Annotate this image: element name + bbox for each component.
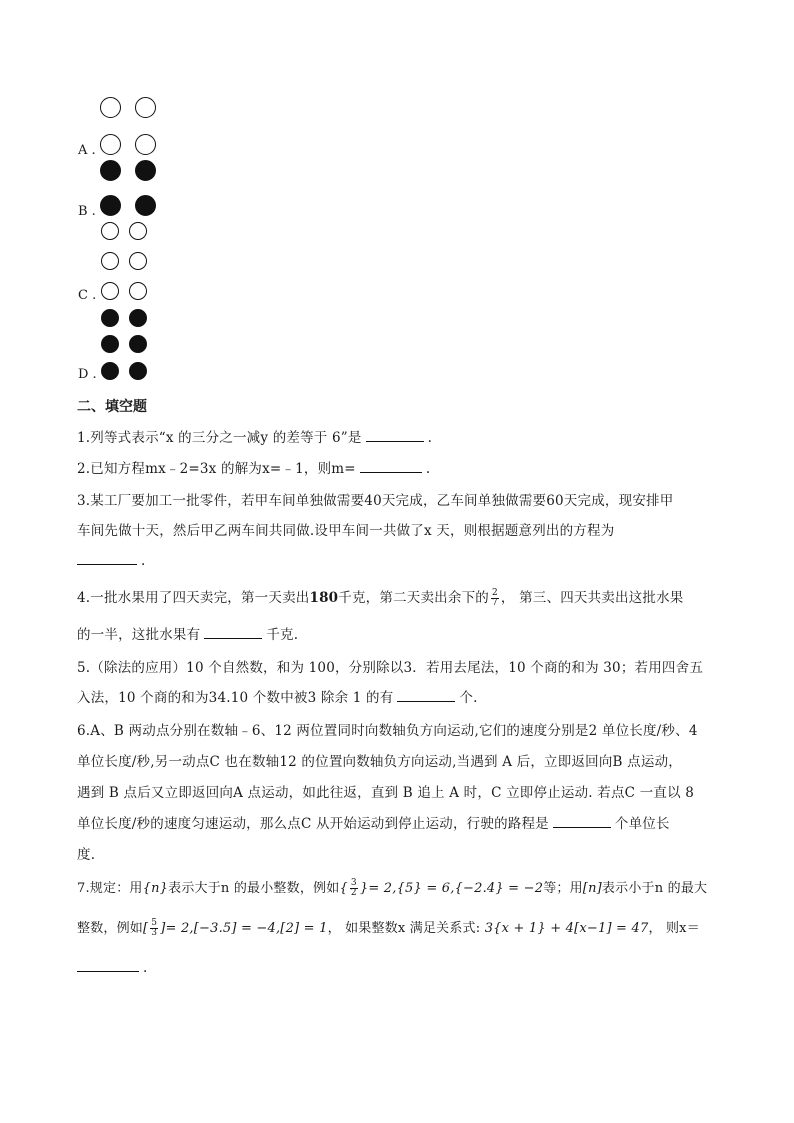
option-b-label: B .: [78, 204, 96, 219]
answer-blank[interactable]: [366, 427, 424, 442]
open-circle-icon: [135, 134, 156, 155]
question-6-line-1: 6.A、B 两动点分别在数轴﹣6、12 两位置同时向数轴负方向运动,它们的速度分别是2 单位长度/秒、4: [77, 723, 698, 739]
option-c-label: C .: [78, 288, 97, 303]
question-6-line-2: 单位长度/秒,另一动点C 也在数轴12 的位置向数轴负方向运动,当遇到 A 后，立即返回向B 点运动，: [77, 754, 682, 770]
question-3-line-1: 3.某工厂要加工一批零件，若甲车间单独做需要40天完成，乙车间单独做需要60天完成，现安排甲: [77, 493, 674, 509]
fraction: $\frac{2}{7}$: [491, 588, 498, 608]
option-d-label: D .: [78, 367, 97, 382]
answer-blank[interactable]: [77, 957, 139, 972]
filled-circle-icon: [129, 309, 147, 327]
answer-blank[interactable]: [360, 458, 422, 473]
filled-circle-icon: [100, 195, 121, 216]
question-6-line-4: 单位长度/秒的速度匀速运动，那么点C 从开始运动到停止运动，行驶的路程是 个单位长: [77, 812, 670, 832]
filled-circle-icon: [135, 160, 156, 181]
filled-circle-icon: [129, 335, 147, 353]
open-circle-icon: [129, 252, 147, 270]
question-4-line-1: 4.一批水果用了四天卖完，第一天卖出180千克，第二天卖出余下的 $\frac{2}{7}$ ， 第三、四天共卖出这批水果: [77, 588, 684, 608]
open-circle-icon: [129, 282, 147, 300]
question-4-line-2: 的一半，这批水果有 千克.: [77, 623, 298, 643]
section-title: 二、填空题: [77, 399, 147, 415]
open-circle-icon: [101, 282, 119, 300]
answer-blank[interactable]: [77, 550, 137, 565]
question-1: 1.列等式表示“x 的三分之一减y 的差等于 6”是 .: [77, 426, 432, 446]
question-5-line-2: 入法，10 个商的和为34.10 个数中被3 除余 1 的有 个.: [77, 686, 478, 706]
open-circle-icon: [101, 252, 119, 270]
answer-blank[interactable]: [553, 813, 611, 828]
question-3-line-2: 车间先做十天，然后甲乙两车间共同做.设甲车间一共做了x 天，则根据题意列出的方程为: [77, 523, 615, 539]
answer-blank[interactable]: [204, 624, 262, 639]
question-3-line-3: .: [77, 550, 146, 569]
open-circle-icon: [101, 222, 119, 240]
filled-circle-icon: [129, 362, 147, 380]
question-6-line-3: 遇到 B 点后又立即返回向A 点运动，如此往返，直到 B 追上 A 时，C 立即停止运动. 若点C 一直以 8: [77, 785, 695, 801]
question-2: 2.已知方程mx﹣2=3x 的解为x=﹣1，则m= .: [77, 457, 430, 477]
filled-circle-icon: [101, 309, 119, 327]
open-circle-icon: [100, 97, 121, 118]
option-a-label: A .: [78, 143, 96, 158]
filled-circle-icon: [100, 160, 121, 181]
open-circle-icon: [129, 222, 147, 240]
answer-blank[interactable]: [397, 687, 455, 702]
question-7-line-2: 整数，例如[ $\frac{5}{3}$ ]= 2,[−3.5] = −4,[2] = 1， 如果整数x 满足关系式: 3{x + 1} + 4[x−1] = 47， 则x＝: [77, 918, 700, 938]
filled-circle-icon: [101, 335, 119, 353]
filled-circle-icon: [135, 195, 156, 216]
fraction: $\frac{3}{2}$: [350, 878, 357, 898]
fraction: $\frac{5}{3}$: [151, 918, 158, 938]
open-circle-icon: [100, 134, 121, 155]
open-circle-icon: [135, 97, 156, 118]
filled-circle-icon: [101, 362, 119, 380]
question-6-line-5: 度.: [77, 847, 96, 863]
question-7-line-1: 7.规定：用{n}表示大于n 的最小整数，例如{ $\frac{3}{2}$ }= 2,{5} = 6,{−2.4} = −2等；用[n]表示小于n 的最大: [77, 878, 708, 898]
question-7-line-3: .: [77, 957, 148, 976]
question-5-line-1: 5.（除法的应用）10 个自然数，和为 100，分别除以3．若用去尾法，10 个商的和为 30；若用四舍五: [77, 660, 704, 676]
